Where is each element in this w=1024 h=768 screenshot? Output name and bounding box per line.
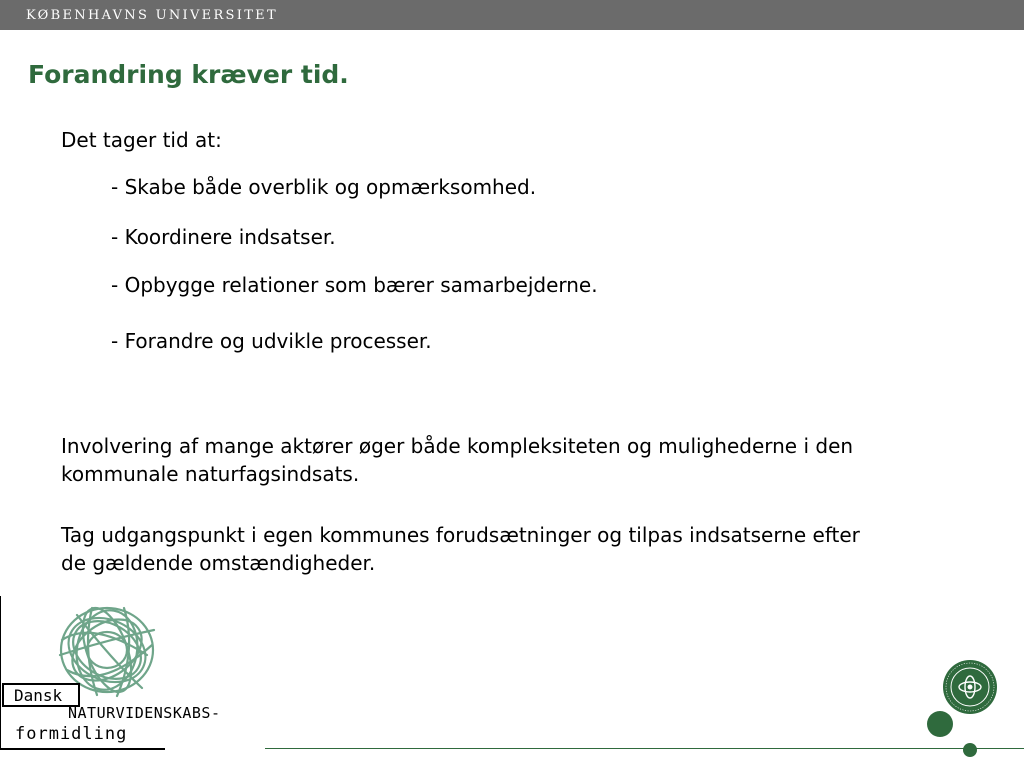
decorative-dot-small bbox=[963, 743, 977, 757]
logo-underline bbox=[0, 748, 165, 750]
paragraph-starting-point bbox=[61, 521, 1001, 577]
logo-naturvidenskabs-text: NATURVIDENSKABS- bbox=[68, 704, 221, 722]
logo-border-line bbox=[0, 596, 1, 748]
university-seal-icon bbox=[942, 659, 998, 715]
decorative-dot-large bbox=[927, 711, 953, 737]
bullet-item: - Skabe både overblik og opmærksomhed. bbox=[111, 175, 537, 199]
paragraph-involvement bbox=[61, 432, 1001, 488]
paragraph-line: de gældende omstændigheder. bbox=[61, 551, 376, 575]
university-name: KØBENHAVNS UNIVERSITET bbox=[26, 8, 278, 23]
paragraph-line: Tag udgangspunkt i egen kommunes forudsætninger og tilpas indsatserne efter bbox=[61, 523, 860, 547]
paragraph-line: Involvering af mange aktører øger både kompleksiteten og mulighederne i den bbox=[61, 434, 854, 458]
intro-text: Det tager tid at: bbox=[61, 128, 222, 152]
paragraph-line: kommunale naturfagsindsats. bbox=[61, 462, 360, 486]
dnf-logo bbox=[0, 596, 280, 768]
bullet-item: - Opbygge relationer som bærer samarbejderne. bbox=[111, 273, 598, 297]
footer-line bbox=[265, 748, 1024, 749]
top-bar bbox=[0, 0, 1024, 30]
logo-dansk-box: Dansk bbox=[2, 683, 80, 707]
bullet-item: - Forandre og udvikle processer. bbox=[111, 329, 432, 353]
bullet-item: - Koordinere indsatser. bbox=[111, 225, 336, 249]
logo-formidling-text: formidling bbox=[15, 724, 128, 744]
slide-title: Forandring kræver tid. bbox=[28, 60, 349, 89]
